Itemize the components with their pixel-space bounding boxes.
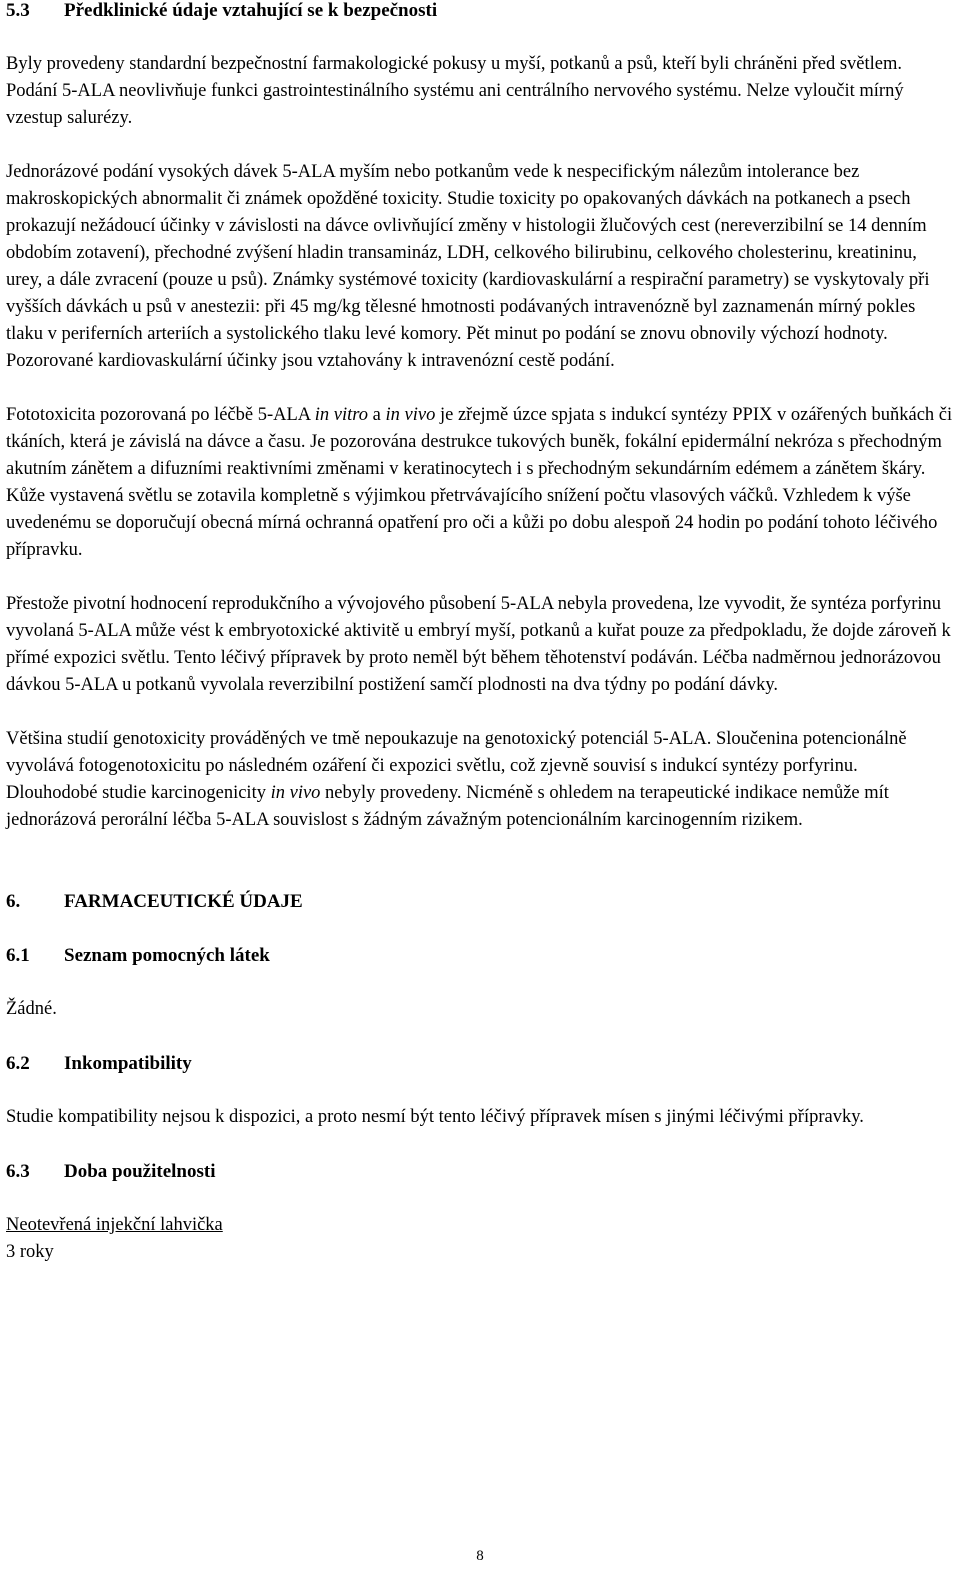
section-number: 5.3 bbox=[6, 0, 30, 21]
incompatibilities-text: Studie kompatibility nejsou k dispozici, a proto nesmí být tento léčivý přípravek mísen s jinými léčivými přípravky. bbox=[6, 1107, 864, 1127]
section-title: Inkompatibility bbox=[64, 1053, 192, 1074]
document-page bbox=[6, 0, 954, 1266]
paragraph-toxicity: Jednorázové podání vysokých dávek 5-ALA myším nebo potkanům vede k nespecifickým nálezům intolerance bez makroskopických abnormalit či známek opožděné toxicity. Studie toxicity po opakovaných dávkách na potkanech a psech prokazují nežádoucí účinky v závislosti na dávce ovlivňující změny v histologii žlučových cest (nereverzibilní se 14 denním obdobím zotavení), přechodné zvýšení hladin transamináz, LDH, celkového bilirubinu, celkového cholesterinu, kreatininu, urey, a dále zvracení (pouze u psů). Známky systémové toxicity (kardiovaskulární a respirační parametry) se vyskytovaly při vyšších dávkách u psů v anestezii: při 45 mg/kg tělesné hmotnosti podávaných intravenózně byl zaznamenán mírný pokles tlaku v periferních arteriích a systolického tlaku levé komory. Pět minut po podání se znovu obnovily výchozí hodnoty. Pozorované kardiovaskulární účinky jsou vztahovány k intravenózní cestě podání. bbox=[6, 162, 930, 371]
section-6-2-heading bbox=[6, 1050, 954, 1077]
paragraph-phototoxicity: Fototoxicita pozorovaná po léčbě 5-ALA in vitro a in vivo je zřejmě úzce spjata s indukcí syntézy PPIX v ozářených buňkách či tkáních, která je závislá na dávce a času. Je pozorována destrukce tukových buněk, fokální epidermální nekróza s přechodným akutním zánětem a difuzními reaktivními změnami v keratinocytech i s přechodným sekundárním edémem a zánětem škáry. Kůže vystavená světlu se zotavila kompletně s výjimkou přetrvávajícího snížení počtu vlasových váčků. Vzhledem k výše uvedenému se doporučují obecná mírná ochranná opatření pro oči a kůži po dobu alespoň 24 hodin po podání tohoto léčivého přípravku. bbox=[6, 405, 953, 560]
section-number: 6. bbox=[6, 891, 21, 912]
section-5-3-heading bbox=[6, 0, 954, 24]
section-6-heading bbox=[6, 888, 954, 915]
paragraph-genotoxicity: Většina studií genotoxicity prováděných ve tmě nepoukazuje na genotoxický potenciál 5-ALA. Sloučenina potencionálně vyvolává fotogenotoxicitu po následném ozáření či expozici světlu, což zjevně souvisí s indukcí syntézy porfyrinu. bbox=[6, 729, 907, 776]
page-number: 8 bbox=[476, 1548, 484, 1564]
shelf-life-subheading: Neotevřená injekční lahvička bbox=[6, 1215, 223, 1235]
section-title: Seznam pomocných látek bbox=[64, 945, 270, 966]
section-title: Doba použitelnosti bbox=[64, 1161, 216, 1182]
section-title: FARMACEUTICKÉ ÚDAJE bbox=[64, 891, 303, 912]
shelf-life-text: 3 roky bbox=[6, 1242, 54, 1262]
section-number: 6.2 bbox=[6, 1053, 30, 1074]
paragraph-reproduction: Přestože pivotní hodnocení reprodukčního a vývojového působení 5-ALA nebyla provedena, lze vyvodit, že syntéza porfyrinu vyvolaná 5-ALA může vést k embryotoxické aktivitě u embryí myší, potkanů a kuřat pouze za předpokladu, že dojde zároveň k přímé expozici světlu. Tento léčivý přípravek by proto neměl být během těhotenství podáván. Léčba nadměrnou jednorázovou dávkou 5-ALA u potkanů vyvolala reverzibilní postižení samčí plodnosti na dva týdny po podání dávky. bbox=[6, 594, 951, 695]
paragraph-safety-pharmacology: Byly provedeny standardní bezpečnostní farmakologické pokusy u myší, potkanů a psů, kteří byli chráněni před světlem. Podání 5-ALA neovlivňuje funkci gastrointestinálního systému ani centrálního nervového systému. Nelze vyloučit mírný vzestup salurézy. bbox=[6, 54, 904, 128]
section-6-1-heading bbox=[6, 942, 954, 969]
paragraph-carcinogenicity: Dlouhodobé studie karcinogenicity in vivo nebyly provedeny. Nicméně s ohledem na terapeutické indikace nemůže mít jednorázová perorální léčba 5-ALA souvislost s žádným závažným potencionálním karcinogenním rizikem. bbox=[6, 783, 889, 830]
section-number: 6.3 bbox=[6, 1161, 30, 1182]
section-6-3-heading bbox=[6, 1158, 954, 1185]
section-title: Předklinické údaje vztahující se k bezpečnosti bbox=[64, 0, 438, 21]
excipients-text: Žádné. bbox=[6, 999, 57, 1019]
section-number: 6.1 bbox=[6, 945, 30, 966]
